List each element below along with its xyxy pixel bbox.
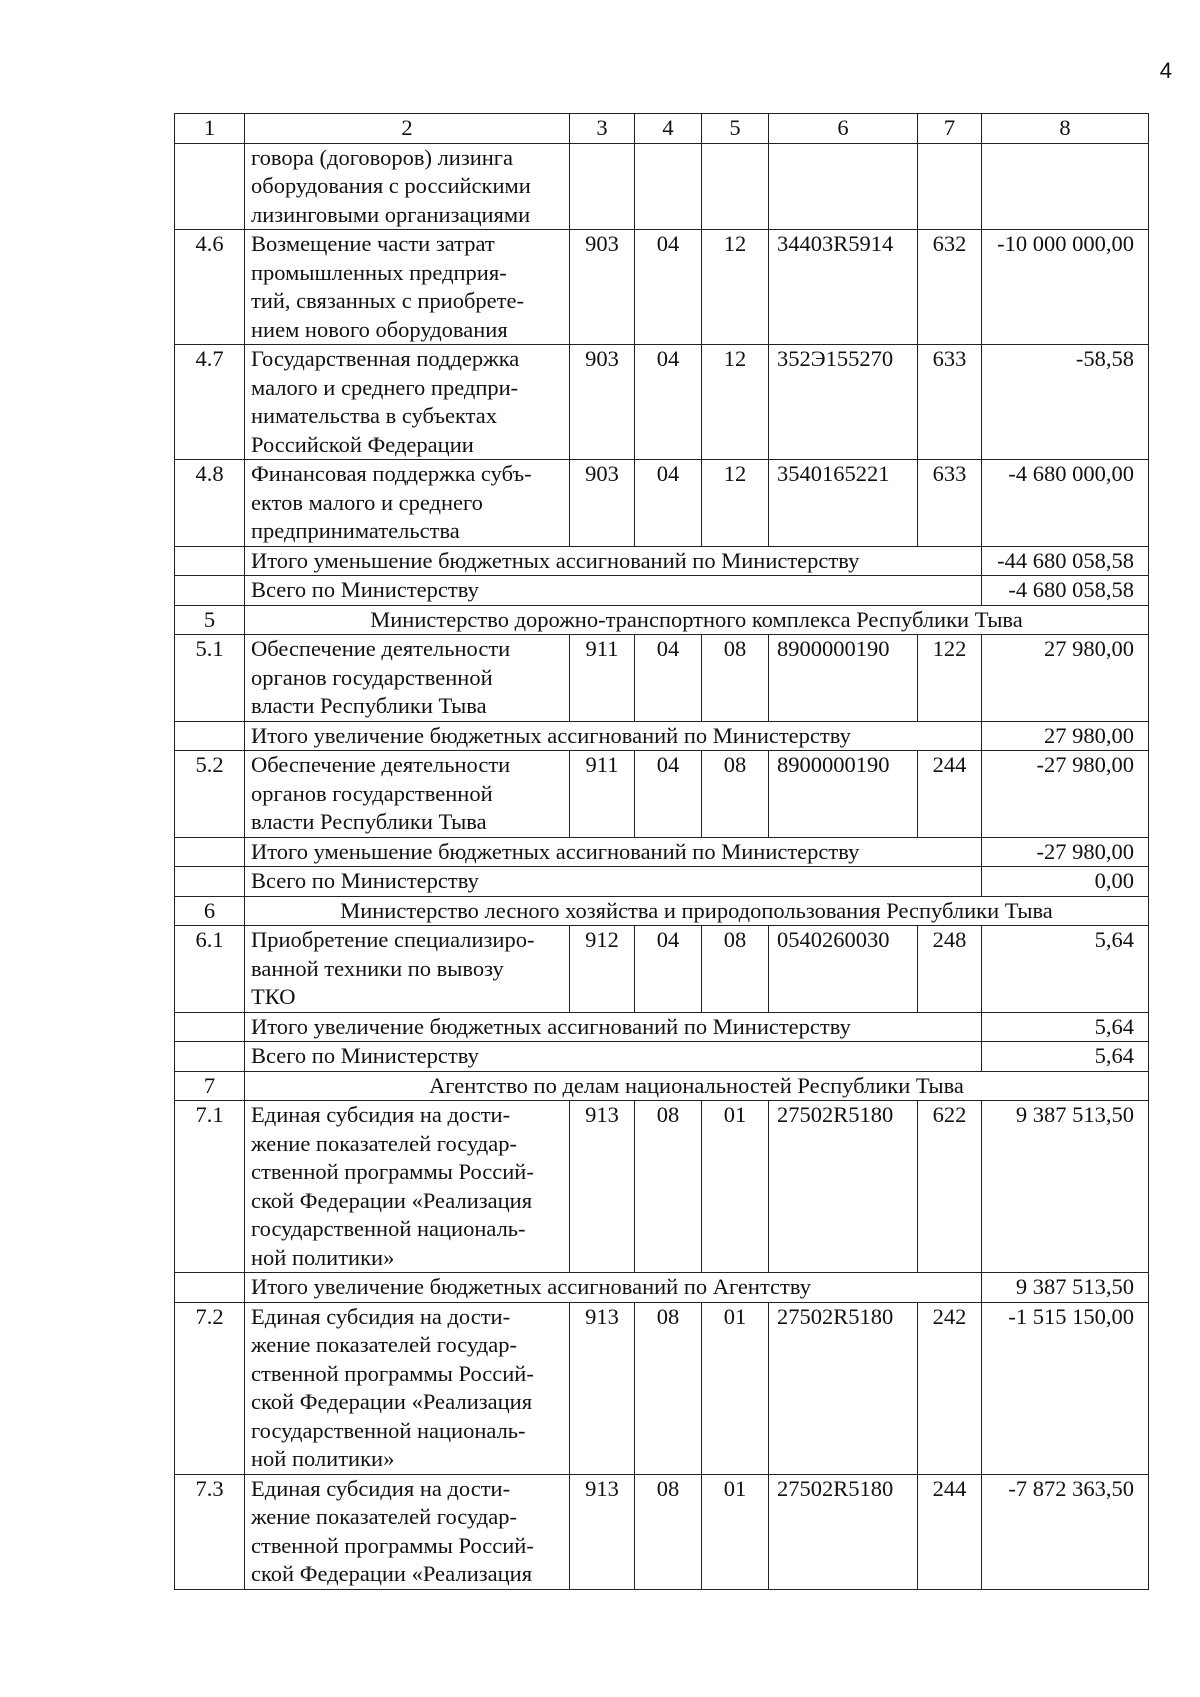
target-article-code: 34403R5914: [769, 230, 918, 345]
subsection-code: 01: [702, 1302, 769, 1474]
empty-cell: [175, 721, 245, 751]
row-description: Обеспечение деятельности органов государственной власти Республики Тыва: [245, 751, 570, 838]
row-number: 7.2: [175, 1302, 245, 1474]
ministry-code: 913: [570, 1474, 635, 1589]
total-label: Итого увеличение бюджетных ассигнований по Министерству: [245, 721, 982, 751]
total-amount: 9 387 513,50: [982, 1273, 1149, 1303]
row-description: Финансовая поддержка субъ- ектов малого и среднего предпринимательства: [245, 460, 570, 547]
total-amount: 0,00: [982, 867, 1149, 897]
table-row: [175, 635, 1149, 722]
empty-cell: [175, 1273, 245, 1303]
empty-cell: [175, 576, 245, 606]
section-code: 08: [635, 1302, 702, 1474]
total-row: [175, 837, 1149, 867]
column-number: 4: [635, 114, 702, 144]
target-article-code: 27502R5180: [769, 1302, 918, 1474]
amount-value: -7 872 363,50: [982, 1474, 1149, 1589]
total-row: [175, 1042, 1149, 1072]
total-row: [175, 867, 1149, 897]
expense-type-code: 122: [918, 635, 982, 722]
section-number: 5: [175, 605, 245, 635]
target-article-code: 8900000190: [769, 635, 918, 722]
table-row: [175, 1101, 1149, 1273]
ministry-code: 903: [570, 230, 635, 345]
row-description: говора (договоров) лизинга оборудования с российскими лизинговыми организациями: [245, 143, 570, 230]
expense-type-code: 622: [918, 1101, 982, 1273]
ministry-code: 903: [570, 460, 635, 547]
column-number: 3: [570, 114, 635, 144]
row-number: 6.1: [175, 926, 245, 1013]
table-row: [175, 751, 1149, 838]
empty-cell: [175, 837, 245, 867]
section-header-row: [175, 896, 1149, 926]
expense-type-code: 248: [918, 926, 982, 1013]
total-amount: -4 680 058,58: [982, 576, 1149, 606]
table-row: [175, 926, 1149, 1013]
row-number: 4.8: [175, 460, 245, 547]
section-code: 04: [635, 926, 702, 1013]
total-amount: 27 980,00: [982, 721, 1149, 751]
empty-cell: [175, 546, 245, 576]
column-number: 6: [769, 114, 918, 144]
row-number: 4.6: [175, 230, 245, 345]
target-article-code: 3540165221: [769, 460, 918, 547]
amount-value: -1 515 150,00: [982, 1302, 1149, 1474]
row-description: Единая субсидия на дости- жение показателей государ- ственной программы Россий- ской Федерации «Реализация государственной националь- ной политики»: [245, 1101, 570, 1273]
table-row: [175, 460, 1149, 547]
expense-type-code: 242: [918, 1302, 982, 1474]
expense-type-code: 244: [918, 751, 982, 838]
row-number: 5.2: [175, 751, 245, 838]
target-article-code: 0540260030: [769, 926, 918, 1013]
amount-value: 9 387 513,50: [982, 1101, 1149, 1273]
amount-value: [982, 143, 1149, 230]
total-row: [175, 1012, 1149, 1042]
total-row: [175, 576, 1149, 606]
row-number: [175, 143, 245, 230]
total-row: [175, 1273, 1149, 1303]
target-article-code: [769, 143, 918, 230]
target-article-code: 27502R5180: [769, 1101, 918, 1273]
subsection-code: 08: [702, 751, 769, 838]
section-code: 04: [635, 751, 702, 838]
total-amount: 5,64: [982, 1042, 1149, 1072]
total-label: Всего по Министерству: [245, 1042, 982, 1072]
expense-type-code: 244: [918, 1474, 982, 1589]
subsection-code: 12: [702, 460, 769, 547]
column-number: 1: [175, 114, 245, 144]
section-code: [635, 143, 702, 230]
total-label: Итого уменьшение бюджетных ассигнований по Министерству: [245, 837, 982, 867]
row-description: Обеспечение деятельности органов государственной власти Республики Тыва: [245, 635, 570, 722]
total-label: Итого увеличение бюджетных ассигнований по Министерству: [245, 1012, 982, 1042]
ministry-code: 912: [570, 926, 635, 1013]
subsection-code: 08: [702, 926, 769, 1013]
section-code: 04: [635, 460, 702, 547]
ministry-code: 913: [570, 1302, 635, 1474]
budget-allocations-table: [174, 113, 1149, 1590]
column-number: 8: [982, 114, 1149, 144]
subsection-code: 12: [702, 230, 769, 345]
row-number: 7.1: [175, 1101, 245, 1273]
column-number-row: [175, 114, 1149, 144]
total-label: Итого увеличение бюджетных ассигнований по Агентству: [245, 1273, 982, 1303]
empty-cell: [175, 867, 245, 897]
amount-value: -4 680 000,00: [982, 460, 1149, 547]
target-article-code: 8900000190: [769, 751, 918, 838]
total-amount: -27 980,00: [982, 837, 1149, 867]
row-number: 7.3: [175, 1474, 245, 1589]
column-number: 5: [702, 114, 769, 144]
section-title: Министерство лесного хозяйства и природопользования Республики Тыва: [245, 896, 1149, 926]
row-number: 4.7: [175, 345, 245, 460]
ministry-code: 911: [570, 635, 635, 722]
table-row: [175, 1302, 1149, 1474]
amount-value: 5,64: [982, 926, 1149, 1013]
ministry-code: 903: [570, 345, 635, 460]
total-row: [175, 546, 1149, 576]
total-amount: -44 680 058,58: [982, 546, 1149, 576]
section-code: 08: [635, 1474, 702, 1589]
table-row: [175, 143, 1149, 230]
empty-cell: [175, 1012, 245, 1042]
subsection-code: [702, 143, 769, 230]
section-header-row: [175, 1071, 1149, 1101]
subsection-code: 01: [702, 1474, 769, 1589]
row-description: Единая субсидия на дости- жение показателей государ- ственной программы Россий- ской Федерации «Реализация: [245, 1474, 570, 1589]
empty-cell: [175, 1042, 245, 1072]
section-header-row: [175, 605, 1149, 635]
target-article-code: 352Э155270: [769, 345, 918, 460]
section-code: 04: [635, 345, 702, 460]
subsection-code: 08: [702, 635, 769, 722]
subsection-code: 12: [702, 345, 769, 460]
section-code: 08: [635, 1101, 702, 1273]
row-description: Государственная поддержка малого и среднего предпри- нимательства в субъектах Российской Федерации: [245, 345, 570, 460]
table-row: [175, 1474, 1149, 1589]
section-title: Агентство по делам национальностей Республики Тыва: [245, 1071, 1149, 1101]
total-label: Всего по Министерству: [245, 576, 982, 606]
section-number: 7: [175, 1071, 245, 1101]
row-description: Единая субсидия на дости- жение показателей государ- ственной программы Россий- ской Федерации «Реализация государственной националь- ной политики»: [245, 1302, 570, 1474]
total-label: Итого уменьшение бюджетных ассигнований по Министерству: [245, 546, 982, 576]
page-number: 4: [1159, 58, 1172, 83]
amount-value: -58,58: [982, 345, 1149, 460]
ministry-code: [570, 143, 635, 230]
row-description: Приобретение специализиро- ванной техники по вывозу ТКО: [245, 926, 570, 1013]
expense-type-code: [918, 143, 982, 230]
total-row: [175, 721, 1149, 751]
expense-type-code: 632: [918, 230, 982, 345]
section-number: 6: [175, 896, 245, 926]
table-row: [175, 345, 1149, 460]
row-description: Возмещение части затрат промышленных предприя- тий, связанных с приобрете- нием нового оборудования: [245, 230, 570, 345]
ministry-code: 911: [570, 751, 635, 838]
section-code: 04: [635, 230, 702, 345]
expense-type-code: 633: [918, 460, 982, 547]
total-amount: 5,64: [982, 1012, 1149, 1042]
subsection-code: 01: [702, 1101, 769, 1273]
ministry-code: 913: [570, 1101, 635, 1273]
target-article-code: 27502R5180: [769, 1474, 918, 1589]
column-number: 7: [918, 114, 982, 144]
amount-value: -27 980,00: [982, 751, 1149, 838]
expense-type-code: 633: [918, 345, 982, 460]
table-row: [175, 230, 1149, 345]
column-number: 2: [245, 114, 570, 144]
amount-value: 27 980,00: [982, 635, 1149, 722]
row-number: 5.1: [175, 635, 245, 722]
total-label: Всего по Министерству: [245, 867, 982, 897]
amount-value: -10 000 000,00: [982, 230, 1149, 345]
section-code: 04: [635, 635, 702, 722]
section-title: Министерство дорожно-транспортного комплекса Республики Тыва: [245, 605, 1149, 635]
